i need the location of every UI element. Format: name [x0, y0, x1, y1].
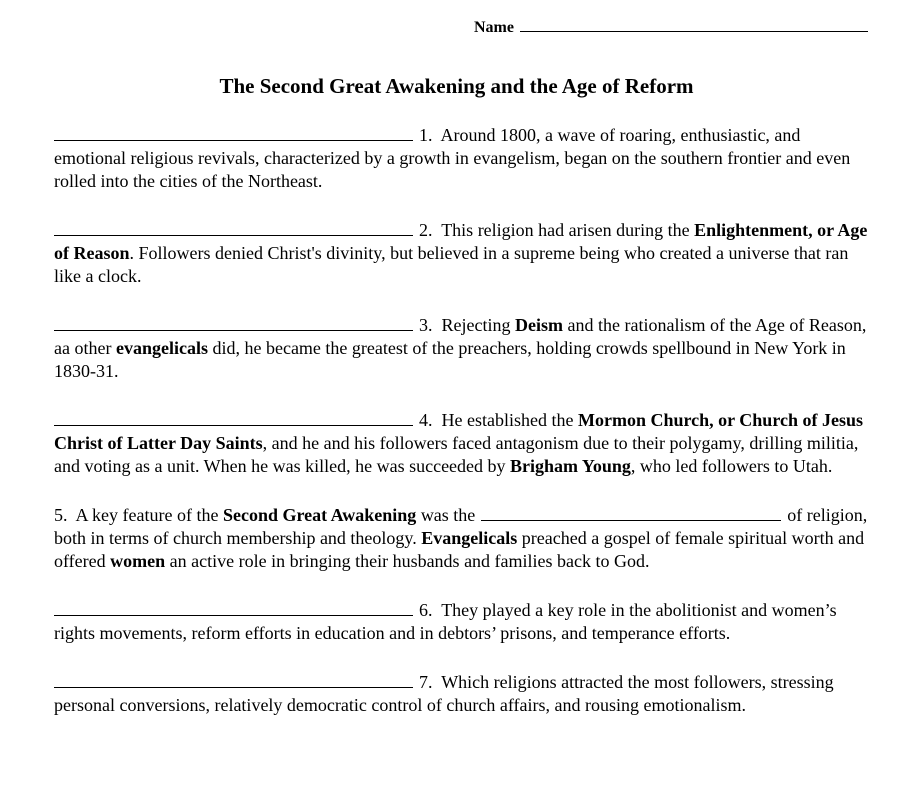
question-number: 2.: [419, 220, 433, 240]
name-blank[interactable]: [520, 12, 868, 32]
question-text: , and he and his followers faced antagonism due to their polygamy, drilling militia, and voting as a unit. When he was killed, he was succeeded by: [54, 433, 859, 476]
key-term: Brigham Young: [510, 456, 631, 476]
question-text: was the: [416, 505, 476, 525]
question-text: He established the: [441, 410, 578, 430]
question-4: [54, 406, 870, 478]
question-number: 5.: [54, 505, 68, 525]
answer-blank-4[interactable]: [54, 406, 413, 426]
question-text: and the rationalism of the Age of Reason, aa other: [54, 315, 867, 358]
key-term: Second Great Awakening: [222, 505, 417, 525]
question-1: [54, 121, 870, 193]
name-label: Name: [474, 19, 514, 36]
question-text: Rejecting: [441, 315, 515, 335]
name-row: [474, 12, 868, 39]
key-term: Deism: [514, 315, 563, 335]
question-text: an active role in bringing their husbands and families back to God.: [165, 551, 650, 571]
question-text: They played a key role in the abolitionist and women’s rights movements, reform efforts in education and in debtors’ prisons, and temperance efforts.: [54, 600, 837, 643]
question-text: preached a gospel of female spiritual worth and offered: [54, 528, 865, 571]
key-term: Mormon Church, or Church of Jesus Christ of Latter Day Saints: [54, 410, 863, 453]
question-text: . Followers denied Christ's divinity, but believed in a supreme being who created a universe that ran like a clock.: [54, 243, 849, 286]
question-number: 3.: [419, 315, 433, 335]
question-list: [54, 121, 870, 740]
key-term: Enlightenment, or Age of Reason: [54, 220, 868, 263]
key-term: Evangelicals: [421, 528, 518, 548]
question-text: , who led followers to Utah.: [630, 456, 833, 476]
answer-blank-5[interactable]: [481, 501, 781, 521]
question-number: 6.: [419, 600, 433, 620]
page-title: The Second Great Awakening and the Age of Reform: [219, 74, 694, 98]
question-text: A key feature of the: [75, 505, 223, 525]
question-number: 7.: [419, 672, 433, 692]
answer-blank-2[interactable]: [54, 216, 413, 236]
question-text: Which religions attracted the most followers, stressing personal conversions, relatively democratic control of church affairs, and rousing emotionalism.: [54, 672, 834, 715]
question-3: [54, 311, 870, 383]
question-number: 1.: [419, 125, 433, 145]
key-term: evangelicals: [115, 338, 208, 358]
question-text: This religion had arisen during the: [441, 220, 695, 240]
question-text: did, he became the greatest of the preachers, holding crowds spellbound in New York in 1830-31.: [54, 338, 846, 381]
key-term: women: [110, 551, 166, 571]
question-text: Around 1800, a wave of roaring, enthusiastic, and emotional religious revivals, characterized by a growth in evangelism, began on the southern frontier and even rolled into the cities of the Northeast.: [54, 125, 851, 191]
answer-blank-7[interactable]: [54, 668, 413, 688]
question-7: [54, 668, 870, 717]
answer-blank-1[interactable]: [54, 121, 413, 141]
question-text: of religion, both in terms of church membership and theology.: [54, 505, 868, 548]
question-5: [54, 501, 870, 573]
question-6: [54, 596, 870, 645]
answer-blank-6[interactable]: [54, 596, 413, 616]
question-2: [54, 216, 870, 288]
answer-blank-3[interactable]: [54, 311, 413, 331]
question-number: 4.: [419, 410, 433, 430]
